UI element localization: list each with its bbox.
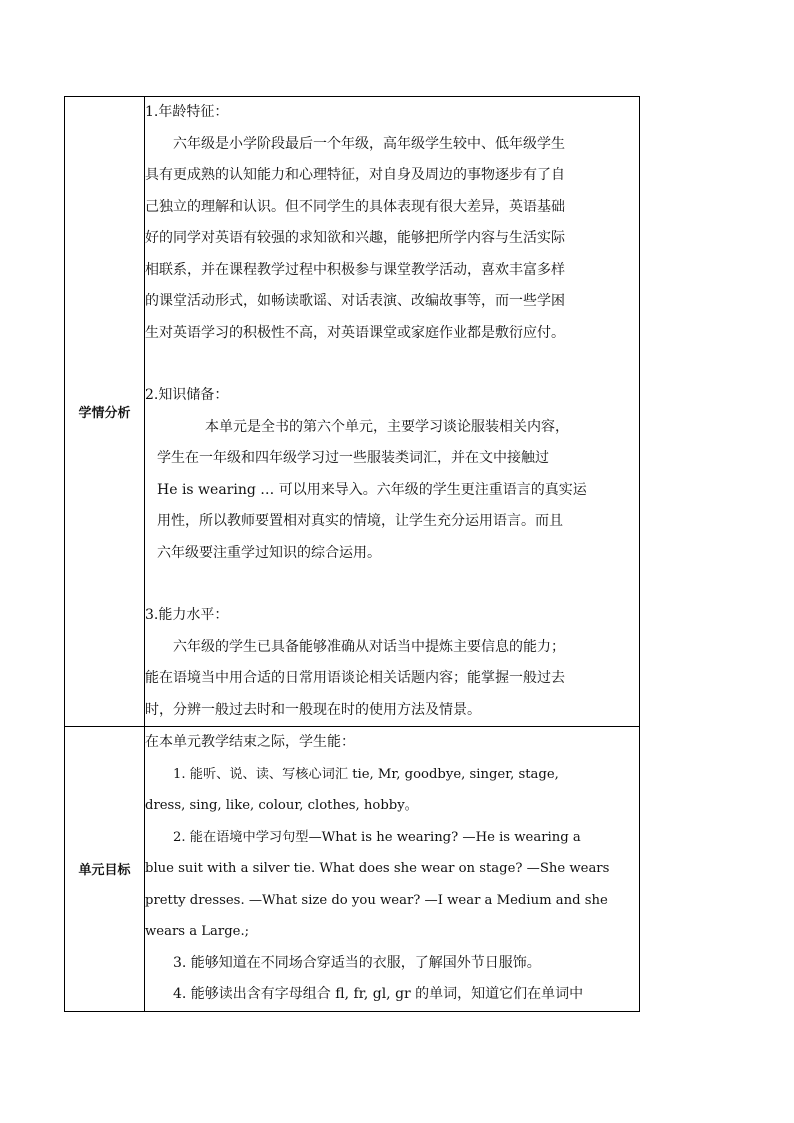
goal-item: 1. 能听、说、读、写核心词汇 tie, Mr, goodbye, singer, stage, xyxy=(173,766,559,782)
goal-line: dress, sing, like, colour, clothes, hobby。 xyxy=(145,798,418,813)
table-row-unit-goals xyxy=(65,727,640,1012)
paragraph-line: 生对英语学习的积极性不高，对英语课堂或家庭作业都是敷衍应付。 xyxy=(145,324,565,341)
student-analysis-content xyxy=(145,97,640,727)
row-label-unit-goals: 单元目标 xyxy=(65,727,145,1012)
paragraph-line: 的课堂活动形式，如畅读歌谣、对话表演、改编故事等，而一些学困 xyxy=(145,293,565,309)
row-label-student-analysis: 学情分析 xyxy=(65,97,145,727)
goal-item: 3. 能够知道在不同场合穿适当的衣服，了解国外节日服饰。 xyxy=(173,954,541,971)
unit-goals-content xyxy=(145,727,640,1012)
paragraph-line: 时，分辨一般过去时和一般现在时的使用方法及情景。 xyxy=(145,701,481,718)
paragraph-line: 己独立的理解和认识。但不同学生的具体表现有很大差异，英语基础 xyxy=(145,198,565,215)
goal-line: pretty dresses. —What size do you wear? —I wear a Medium and she xyxy=(145,892,608,908)
paragraph-line: 六年级要注重学过知识的综合运用。 xyxy=(157,544,381,561)
goals-intro: 在本单元教学结束之际，学生能： xyxy=(145,734,355,750)
section-heading-age: 1.年龄特征： xyxy=(145,104,229,120)
goal-item: 4. 能够读出含有字母组合 fl, fr, gl, gr 的单词，知道它们在单词中 xyxy=(173,986,584,1002)
paragraph-line: He is wearing … 可以用来导入。六年级的学生更注重语言的真实运 xyxy=(157,481,587,498)
paragraph-line: 用性，所以教师要置相对真实的情境，让学生充分运用语言。而且 xyxy=(157,513,563,529)
section-heading-ability: 3.能力水平： xyxy=(145,607,229,623)
goal-line: blue suit with a silver tie. What does she wear on stage? —She wears xyxy=(145,861,610,876)
table-row-student-analysis xyxy=(65,97,640,727)
paragraph-line: 六年级是小学阶段最后一个年级，高年级学生较中、低年级学生 xyxy=(173,135,565,152)
paragraph-line: 相联系，并在课程教学过程中积极参与课堂教学活动，喜欢丰富多样 xyxy=(145,261,565,278)
paragraph-line: 具有更成熟的认知能力和心理特征，对自身及周边的事物逐步有了自 xyxy=(145,167,565,183)
lesson-plan-table xyxy=(64,96,640,1012)
paragraph-line: 学生在一年级和四年级学习过一些服装类词汇，并在文中接触过 xyxy=(157,450,549,466)
paragraph-line: 六年级的学生已具备能够准确从对话当中提炼主要信息的能力； xyxy=(173,638,565,655)
paragraph-line: 好的同学对英语有较强的求知欲和兴趣，能够把所学内容与生活实际 xyxy=(145,230,565,246)
goal-item: 2. 能在语境中学习句型—What is he wearing? —He is wearing a xyxy=(173,829,581,845)
paragraph-line: 能在语境当中用合适的日常用语谈论相关话题内容；能掌握一般过去 xyxy=(145,670,565,686)
goal-line: wears a Large.; xyxy=(145,924,250,939)
section-heading-knowledge: 2.知识储备： xyxy=(145,387,229,403)
paragraph-line: 本单元是全书的第六个单元，主要学习谈论服装相关内容， xyxy=(205,418,569,435)
